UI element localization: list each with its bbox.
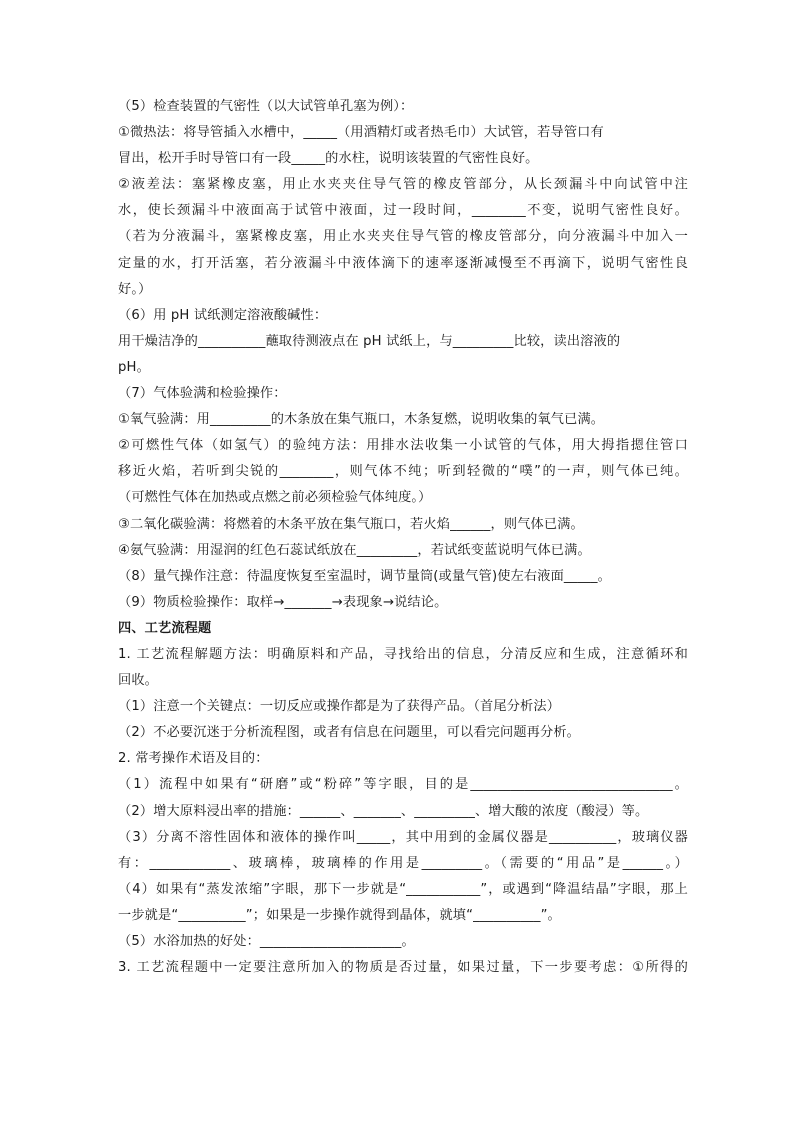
text-line: （5）检查装置的气密性（以大试管单孔塞为例）： — [118, 99, 414, 114]
text-line: （若为分液漏斗，塞紧橡皮塞，用止水夹夹住导气管的橡皮管部分，向分液漏斗中加入一 — [118, 229, 688, 245]
text-line: （1）流程中如果有“研磨”或“粉碎”等字眼，目的是______________________________。 — [118, 777, 688, 793]
text-line: （4）如果有“蒸发浓缩”字眼，那下一步就是“___________”，或遇到“降温结晶”字眼，那上 — [118, 881, 688, 897]
text-line: 移近火焰，若听到尖锐的________，则气体不纯；听到轻微的“噗”的一声，则气体已纯。 — [118, 464, 688, 480]
text-line: （9）物质检验操作：取样→_______→表现象→说结论。 — [118, 594, 448, 610]
text-line: 用干燥洁净的__________蘸取待测液点在 pH 试纸上，与_________比较，读出溶液的 — [118, 333, 621, 349]
text-line: （可燃性气体在加热或点燃之前必须检验气体纯度。） — [118, 490, 432, 506]
text-line: 水，使长颈漏斗中液面高于试管中液面，过一段时间，________不变，说明气密性良好。 — [118, 203, 688, 219]
text-line: ①氧气验满：用_________的木条放在集气瓶口，木条复燃，说明收集的氧气已满。 — [118, 412, 605, 428]
text-line: （3）分离不溶性固体和液体的操作叫_____，其中用到的金属仪器是__________，玻璃仪器 — [118, 829, 688, 845]
text-line: 好。） — [118, 281, 152, 297]
section-heading: 四、工艺流程题 — [118, 620, 212, 636]
text-line: 定量的水，打开活塞，若分液漏斗中液体滴下的速率逐渐减慢至不再滴下，说明气密性良 — [118, 255, 688, 271]
text-line: 一步就是“__________”；如果是一步操作就得到晶体，就填“__________”。 — [118, 907, 561, 923]
text-line: 有：____________、玻璃棒，玻璃棒的作用是_________。（需要的“用品”是______。） — [118, 855, 688, 871]
text-line: 冒出，松开手时导管口有一段_____的水柱，说明该装置的气密性良好。 — [118, 151, 539, 167]
text-line: （7）气体验满和检验操作： — [118, 386, 287, 402]
document-body — [118, 94, 688, 981]
text-line: 3. 工艺流程题中一定要注意所加入的物质是否过量，如果过量，下一步要考虑：①所得的 — [118, 960, 688, 976]
text-line: （6）用 pH 试纸测定溶液酸碱性： — [118, 307, 328, 323]
text-line: 1. 工艺流程解题方法：明确原料和产品，寻找给出的信息，分清反应和生成，注意循环和 — [118, 646, 688, 662]
text-line: ③二氧化碳验满：将燃着的木条平放在集气瓶口，若火焰______，则气体已满。 — [118, 516, 584, 532]
text-line: ④氨气验满：用湿润的红色石蕊试纸放在_________，若试纸变蓝说明气体已满。 — [118, 542, 591, 558]
text-line: （2）不必要沉迷于分析流程图，或者有信息在问题里，可以看完问题再分析。 — [118, 725, 581, 741]
text-line: （8）量气操作注意：待温度恢复至室温时，调节量筒(或量气管)使左右液面_____。 — [118, 568, 611, 584]
text-line: 回收。 — [118, 673, 159, 689]
text-line: 2. 常考操作术语及目的： — [118, 751, 269, 767]
text-line: ②可燃性气体（如氢气）的验纯方法：用排水法收集一小试管的气体，用大拇指摁住管口 — [118, 438, 688, 454]
text-line: （5）水浴加热的好处：_____________________。 — [118, 934, 415, 949]
text-line: ②液差法：塞紧橡皮塞，用止水夹夹住导气管的橡皮管部分，从长颈漏斗中向试管中注 — [118, 177, 688, 193]
text-line: （1）注意一个关键点：一切反应或操作都是为了获得产品。（首尾分析法） — [118, 699, 561, 715]
text-line: ①微热法：将导管插入水槽中，_____（用酒精灯或者热毛巾）大试管，若导管口有 — [118, 125, 604, 141]
text-line: pH。 — [118, 359, 150, 375]
text-line: （2）增大原料浸出率的措施：______、_______、_________、增大酸的浓度（酸浸）等。 — [118, 803, 649, 819]
